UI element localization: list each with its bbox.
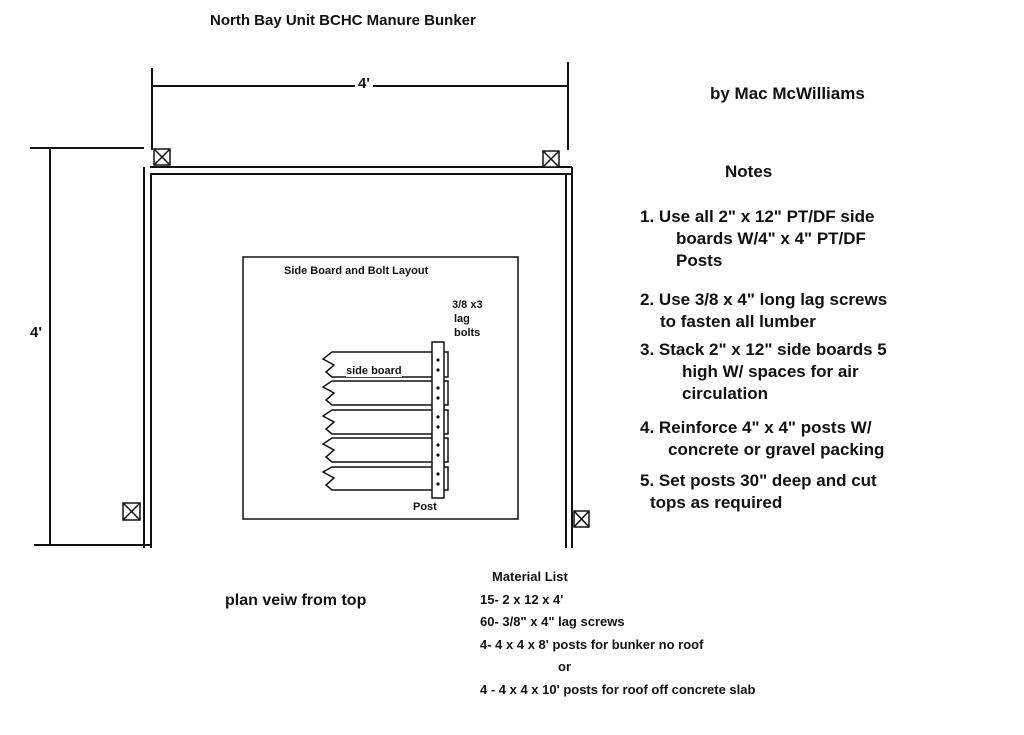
note-line: high W/ spaces for air <box>682 362 859 381</box>
post-back-left <box>154 149 170 165</box>
note-item <box>640 206 874 272</box>
note-number: 5. <box>640 471 655 490</box>
note-line: Reinforce 4" x 4" posts W/ <box>658 418 872 437</box>
note-item <box>640 289 887 333</box>
post-front-left <box>123 503 140 520</box>
post-back-right <box>543 151 559 167</box>
material-list-heading: Material List <box>492 569 568 584</box>
bolt-label-line: bolts <box>454 327 481 339</box>
inset-title: Side Board and Bolt Layout <box>284 265 429 277</box>
note-line: tops as required <box>650 493 783 512</box>
material-list <box>480 566 756 701</box>
bolt-label-line: lag <box>454 313 470 325</box>
note-line: Stack 2" x 12" side boards 5 <box>658 340 887 359</box>
post-label: Post <box>413 501 437 513</box>
bolt-label-line: 3/8 x3 <box>452 299 483 311</box>
note-line: Set posts 30" deep and cut <box>658 471 877 490</box>
material-item: 4- 4 x 4 x 8' posts for bunker no roof <box>480 636 704 652</box>
note-item <box>640 470 877 514</box>
material-item: 15- 2 x 12 x 4' <box>480 591 564 607</box>
note-item <box>640 339 887 405</box>
note-number: 2. <box>640 290 655 309</box>
material-item: 60- 3/8" x 4" lag screws <box>480 614 625 629</box>
note-line: boards W/4" x 4" PT/DF <box>676 229 866 248</box>
side-board-label: side board <box>346 365 402 377</box>
bolt-label <box>452 298 483 340</box>
width-dimension-label: 4' <box>355 75 373 92</box>
note-line: concrete or gravel packing <box>668 440 885 459</box>
material-item: 4 - 4 x 4 x 10' posts for roof off concrete slab <box>480 681 756 697</box>
note-number: 4. <box>640 418 655 437</box>
note-line: Posts <box>676 251 723 270</box>
diagram-title: North Bay Unit BCHC Manure Bunker <box>210 12 476 29</box>
height-dimension-label: 4' <box>27 324 45 341</box>
side-board-4 <box>323 438 448 462</box>
side-board-2 <box>323 381 448 405</box>
author-credit: by Mac McWilliams <box>710 84 865 103</box>
note-line: Use all 2" x 12" PT/DF side <box>658 207 875 226</box>
note-line: Use 3/8 x 4" long lag screws <box>658 290 888 309</box>
note-line: circulation <box>682 384 768 403</box>
post-front-right <box>574 511 589 527</box>
notes-heading: Notes <box>725 162 773 181</box>
note-line: to fasten all lumber <box>660 312 816 331</box>
note-item <box>640 417 884 461</box>
plan-view-label: plan veiw from top <box>225 592 367 609</box>
material-item: or <box>558 659 571 674</box>
side-board-5 <box>323 467 448 490</box>
note-number: 3. <box>640 340 655 359</box>
note-number: 1. <box>640 207 655 226</box>
side-board-3 <box>323 410 448 434</box>
